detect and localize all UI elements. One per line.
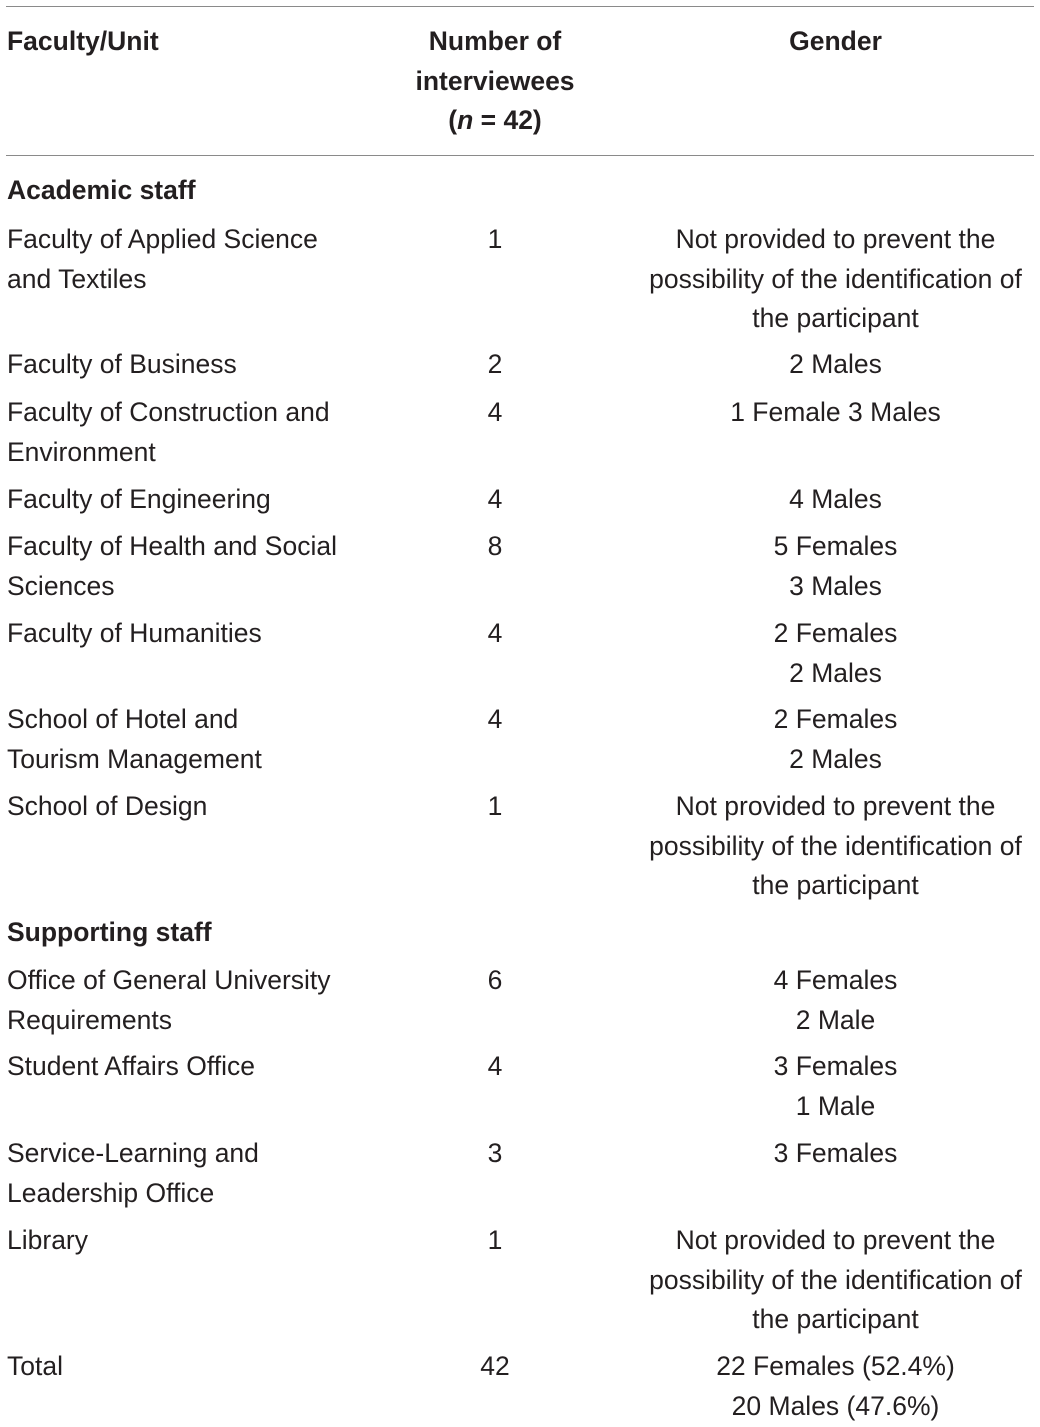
table-row-count: 1 (487, 791, 503, 821)
table-row-gender: 4 Females 2 Male (773, 965, 898, 1035)
section-supporting-staff: Supporting staff (7, 917, 212, 947)
table-row-total-gender: 22 Females (52.4%) 20 Males (47.6%) (716, 1351, 955, 1421)
table-row-unit: Library (7, 1225, 89, 1255)
table-row-gender: 3 Females 1 Male (773, 1051, 898, 1121)
table-row-total-label: Total (7, 1351, 63, 1381)
table-row-count: 4 (487, 484, 503, 514)
table-row-unit: Faculty of Construction and Environment (7, 397, 330, 467)
table-row-unit: Faculty of Business (7, 349, 237, 379)
table-top-rule (6, 6, 1034, 7)
table-row-unit: Service-Learning and Leadership Office (7, 1138, 259, 1208)
table-row-gender: 2 Males (789, 349, 882, 379)
table-row-unit: School of Hotel and Tourism Management (7, 704, 262, 774)
table-row-count: 4 (487, 704, 503, 734)
table-row-unit: Student Affairs Office (7, 1051, 255, 1081)
table-row-gender: 5 Females 3 Males (773, 531, 898, 601)
table-row-count: 1 (487, 1225, 503, 1255)
table-row-total-count: 42 (480, 1351, 510, 1381)
table-row-unit: Faculty of Applied Science and Textiles (7, 224, 318, 294)
table-row-unit: School of Design (7, 791, 208, 821)
table-row-gender: 4 Males (789, 484, 882, 514)
table-row-gender: 1 Female 3 Males (730, 397, 941, 427)
table-row-unit: Faculty of Engineering (7, 484, 271, 514)
table-row-unit: Faculty of Humanities (7, 618, 262, 648)
header-gender: Gender (789, 26, 882, 56)
table-row-count: 4 (487, 397, 503, 427)
table-row-count: 4 (487, 618, 503, 648)
table-row-gender: 3 Females (773, 1138, 898, 1168)
table-row-count: 6 (487, 965, 503, 995)
table-row-gender: Not provided to prevent the possibility of the identification of the participant (649, 1225, 1022, 1334)
table-row-gender: 2 Females 2 Males (773, 618, 898, 688)
table-row-unit: Office of General University Requirements (7, 965, 331, 1035)
header-rule (6, 155, 1034, 156)
header-number-of-interviewees: Number of interviewees (n = 42) (415, 26, 575, 135)
table-row-count: 4 (487, 1051, 503, 1081)
table-row-count: 3 (487, 1138, 503, 1168)
table-row-unit: Faculty of Health and Social Sciences (7, 531, 337, 601)
section-academic-staff: Academic staff (7, 175, 196, 205)
table-row-gender: 2 Females 2 Males (773, 704, 898, 774)
table-row-gender: Not provided to prevent the possibility of the identification of the participant (649, 224, 1022, 333)
table-row-gender: Not provided to prevent the possibility of the identification of the participant (649, 791, 1022, 900)
table-row-count: 2 (487, 349, 503, 379)
table-row-count: 1 (487, 224, 503, 254)
table-row-count: 8 (487, 531, 503, 561)
header-faculty-unit: Faculty/Unit (7, 26, 159, 56)
